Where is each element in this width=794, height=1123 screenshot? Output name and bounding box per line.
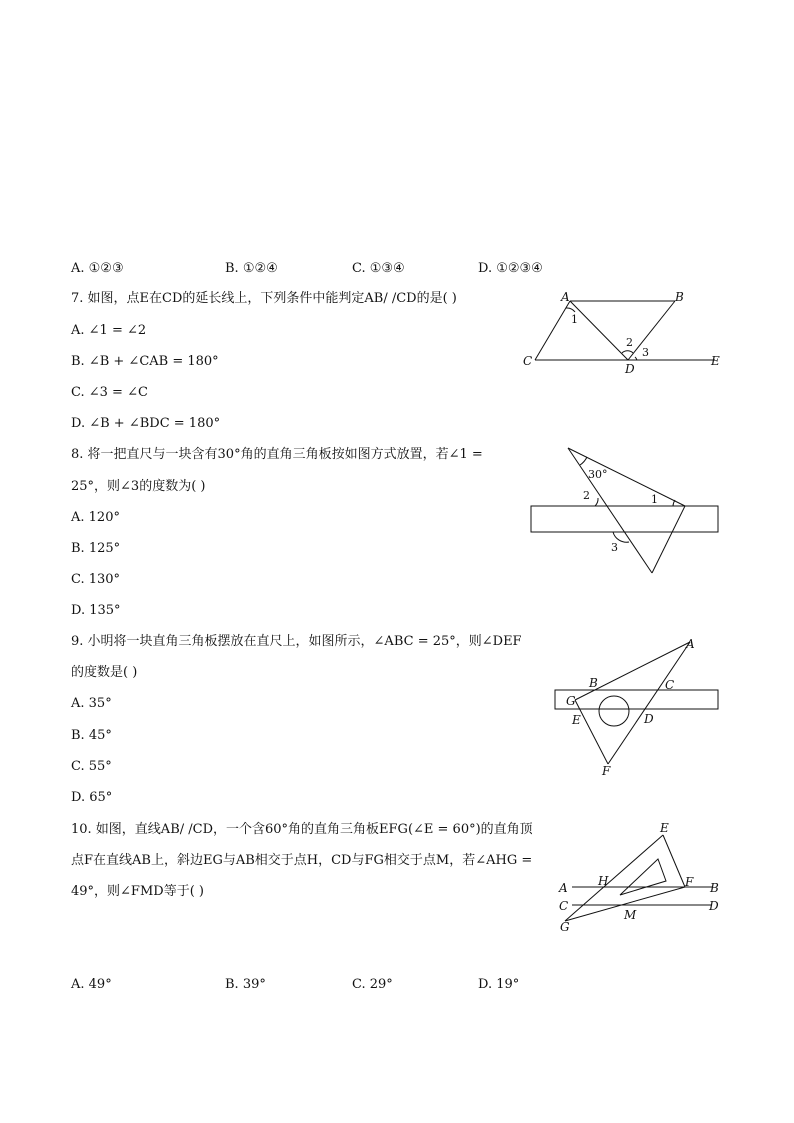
q8-stem-line1: 8. 将一把直尺与一块含有30°角的直角三角板按如图方式放置，若∠1 =	[71, 447, 483, 462]
q9-label-c: C	[665, 678, 675, 692]
q7-option-c[interactable]: C. ∠3 = ∠C	[71, 385, 148, 400]
q9-figure	[545, 632, 730, 782]
q10-option-c[interactable]: C. 29°	[352, 977, 393, 992]
q8-option-c[interactable]: C. 130°	[71, 572, 121, 587]
q10-stem-line1: 10. 如图，直线AB/ /CD，一个含60°角的直角三角板EFG(∠E = 60°)的直角顶	[71, 822, 533, 837]
q9-label-d: D	[644, 712, 654, 726]
q7-option-a[interactable]: A. ∠1 = ∠2	[71, 323, 147, 338]
q9-stem-line1: 9. 小明将一块直角三角板摆放在直尺上，如图所示，∠ABC = 25°，则∠DEF	[71, 634, 522, 649]
q8-option-b[interactable]: B. 125°	[71, 541, 121, 556]
q6-option-a[interactable]: A. ①②③	[71, 261, 124, 276]
q7-stem: 7. 如图，点E在CD的延长线上，下列条件中能判定AB/ /CD的是( )	[71, 291, 457, 306]
q6-option-c[interactable]: C. ①③④	[352, 261, 405, 276]
q10-label-a: A	[559, 881, 568, 895]
q7-label-c: C	[523, 354, 533, 368]
q9-label-e: E	[572, 713, 581, 727]
q8-option-a[interactable]: A. 120°	[71, 510, 120, 525]
q7-angle-3: 3	[642, 346, 649, 359]
q10-option-a[interactable]: A. 49°	[71, 977, 112, 992]
q10-label-d: D	[709, 899, 719, 913]
q9-label-b: B	[589, 676, 598, 690]
q7-option-b[interactable]: B. ∠B + ∠CAB = 180°	[71, 354, 219, 369]
q10-label-g: G	[560, 920, 570, 934]
q10-label-m: M	[624, 908, 637, 922]
q7-label-a: A	[561, 290, 570, 304]
q10-label-e: E	[660, 821, 669, 835]
q10-figure	[550, 815, 730, 935]
q9-option-a[interactable]: A. 35°	[71, 696, 112, 711]
q7-angle-1: 1	[571, 313, 578, 326]
q9-label-f: F	[602, 764, 611, 778]
q9-option-b[interactable]: B. 45°	[71, 728, 112, 743]
q10-label-f: F	[685, 875, 694, 889]
q10-label-b: B	[710, 881, 719, 895]
q7-label-e: E	[711, 354, 720, 368]
q10-option-d[interactable]: D. 19°	[478, 977, 520, 992]
q8-angle-3: 3	[611, 541, 618, 554]
q10-option-b[interactable]: B. 39°	[225, 977, 266, 992]
q9-label-a: A	[686, 637, 695, 651]
q6-option-b[interactable]: B. ①②④	[225, 261, 278, 276]
q7-label-d: D	[625, 362, 635, 376]
q9-stem-line2: 的度数是( )	[71, 665, 138, 680]
q7-label-b: B	[675, 290, 684, 304]
q8-angle-1: 1	[651, 493, 658, 506]
q10-label-c: C	[559, 899, 569, 913]
q8-angle-30: 30°	[588, 468, 608, 481]
q10-label-h: H	[598, 874, 609, 888]
q9-option-c[interactable]: C. 55°	[71, 759, 112, 774]
q7-option-d[interactable]: D. ∠B + ∠BDC = 180°	[71, 416, 221, 431]
q8-option-d[interactable]: D. 135°	[71, 603, 121, 618]
q8-figure	[525, 440, 725, 580]
q8-angle-2: 2	[583, 489, 590, 502]
q9-option-d[interactable]: D. 65°	[71, 790, 113, 805]
q10-stem-line3: 49°，则∠FMD等于( )	[71, 884, 204, 899]
q8-stem-line2: 25°，则∠3的度数为( )	[71, 479, 206, 494]
q10-stem-line2: 点F在直线AB上，斜边EG与AB相交于点H，CD与FG相交于点M，若∠AHG =	[71, 853, 533, 868]
q7-angle-2: 2	[626, 336, 633, 349]
q6-option-d[interactable]: D. ①②③④	[478, 261, 543, 276]
q7-figure	[515, 285, 730, 380]
q9-label-g: G	[566, 694, 576, 708]
